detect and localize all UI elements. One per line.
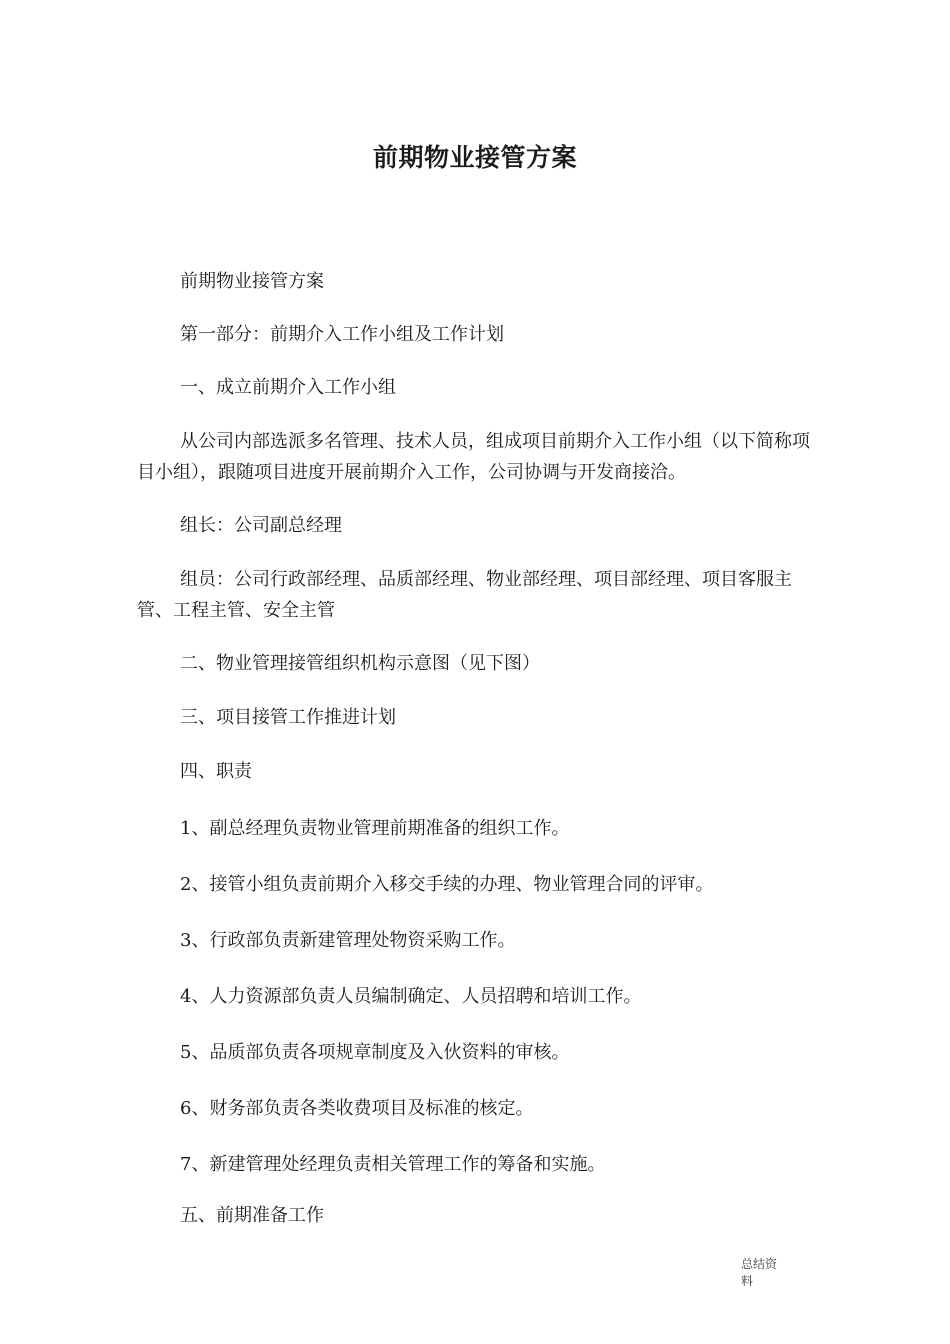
paragraph-duty-6: 6、财务部负责各类收费项目及标准的核定。	[180, 1098, 534, 1119]
paragraph-section-2-heading: 二、物业管理接管组织机构示意图（见下图）	[180, 653, 540, 674]
paragraph-duty-4: 4、人力资源部负责人员编制确定、人员招聘和培训工作。	[180, 986, 642, 1007]
paragraph-subtitle: 前期物业接管方案	[180, 271, 324, 292]
document-title: 前期物业接管方案	[372, 143, 577, 172]
paragraph-section-3-heading: 三、项目接管工作推进计划	[180, 707, 396, 728]
paragraph-team-leader: 组长：公司副总经理	[180, 515, 342, 536]
paragraph-duty-7: 7、新建管理处经理负责相关管理工作的筹备和实施。	[180, 1154, 606, 1175]
paragraph-section-5-heading: 五、前期准备工作	[180, 1205, 324, 1226]
paragraph-section-1-heading: 一、成立前期介入工作小组	[180, 377, 396, 398]
paragraph-duty-2: 2、接管小组负责前期介入移交手续的办理、物业管理合同的评审。	[180, 874, 714, 895]
paragraph-part-one-heading: 第一部分：前期介入工作小组及工作计划	[180, 324, 504, 345]
footer-note: 总结资料	[741, 1257, 778, 1288]
paragraph-team-members: 组员：公司行政部经理、品质部经理、物业部经理、项目部经理、项目客服主管、工程主管、安全主管	[137, 569, 792, 621]
paragraph-section-4-heading: 四、职责	[180, 761, 252, 782]
paragraph-duty-3: 3、行政部负责新建管理处物资采购工作。	[180, 930, 516, 951]
paragraph-team-description: 从公司内部选派多名管理、技术人员，组成项目前期介入工作小组（以下简称项目小组），跟随项目进度开展前期介入工作，公司协调与开发商接洽。	[137, 431, 810, 483]
paragraph-duty-1: 1、副总经理负责物业管理前期准备的组织工作。	[180, 818, 570, 839]
paragraph-duty-5: 5、品质部负责各项规章制度及入伙资料的审核。	[180, 1042, 570, 1063]
